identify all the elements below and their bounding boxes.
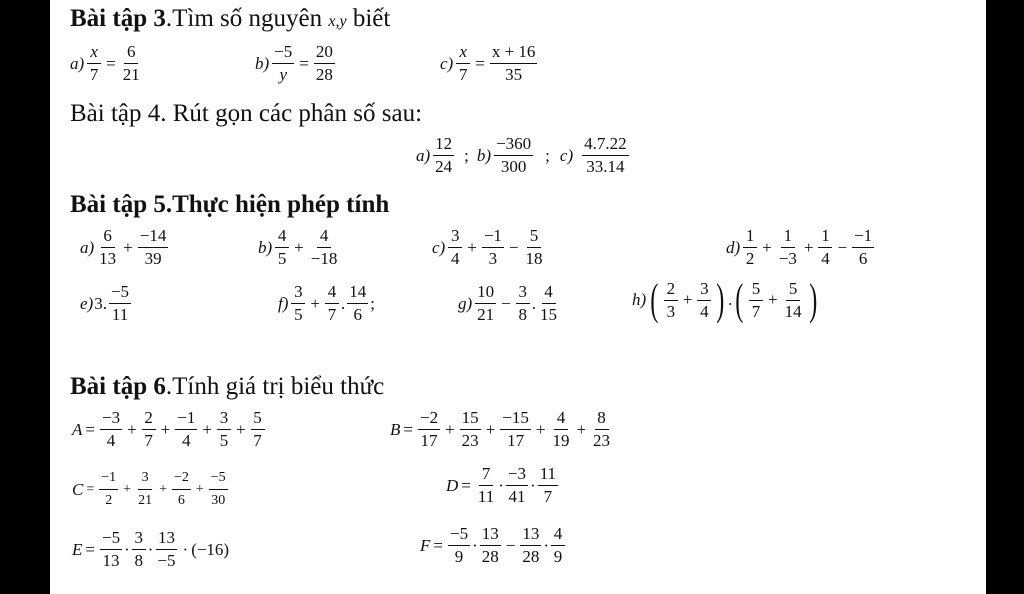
fraction: $\frac{6}{21}$ (122, 42, 140, 84)
expr-C: C = $\frac{-1}{2}$ + $\frac{3}{21}$ + $\frac{-2}{6}$ + $\frac{-5}{30}$ (72, 470, 226, 508)
ex5-e: e) 3. $\frac{-5}{11}$ (80, 282, 130, 324)
ex4-heading: Bài tập 4. Rút gọn các phân số sau: (70, 100, 423, 127)
ex3-heading-vars: x,y (328, 13, 347, 30)
ex3-a-label: a) (70, 53, 85, 73)
ex5-d: d) $\frac{1}{2}$ + $\frac{1}{-3}$ + $\frac{1}{4}$ − $\frac{-1}{6}$ (726, 226, 873, 268)
ex5-g: g) $\frac{10}{21}$ − $\frac{3}{8}$ . $\frac{4}{15}$ (458, 282, 558, 324)
paren-open: ( (735, 275, 744, 324)
fraction: $\frac{-5}{y}$ (274, 42, 293, 84)
paren-open: ( (650, 275, 659, 324)
expr-E: E = $\frac{-5}{13}$ · $\frac{3}{8}$ · $\frac{13}{-5}$ · (−16) (72, 528, 230, 570)
fraction: $\frac{20}{28}$ (315, 42, 333, 84)
ex3-c: c) $\frac{x}{7}$ = $\frac{x + 16}{35}$ (440, 42, 536, 84)
paren-close: ) (716, 275, 725, 324)
ex5-a: a) $\frac{6}{13}$ + $\frac{-14}{39}$ (80, 226, 167, 268)
ex3-b-label: b) (255, 53, 270, 73)
ex6-heading: Bài tập 6.Tính giá trị biểu thức (70, 373, 385, 400)
paren-close: ) (808, 275, 817, 324)
ex5-f: f) $\frac{3}{5}$ + $\frac{4}{7}$ . $\frac{14}{6}$ ; (278, 282, 375, 324)
expr-F: F = $\frac{-5}{9}$ · $\frac{13}{28}$ − $\frac{13}{28}$ · $\frac{4}{9}$ (420, 524, 567, 567)
fraction: $\frac{x}{7}$ (456, 42, 470, 85)
ex3-heading-bold: Bài tập 3 (70, 5, 166, 32)
ex5-b: b) $\frac{4}{5}$ + $\frac{4}{-18}$ (258, 226, 338, 268)
expr-A: A = $\frac{-3}{4}$ + $\frac{2}{7}$ + $\frac{-1}{4}$ + $\frac{3}{5}$ + $\frac{5}{7}$ (72, 408, 267, 451)
fraction: $\frac{x + 16}{35}$ (491, 42, 536, 84)
ex4-items: a) $\frac{12}{24}$ ; b) $\frac{-360}{300}$ ; c) $\frac{4.7.22}{33.14}$ (416, 134, 627, 176)
ex5-c: c) $\frac{3}{4}$ + $\frac{-1}{3}$ − $\frac{5}{18}$ (432, 226, 543, 268)
expr-D: D = $\frac{7}{11}$ · $\frac{-3}{41}$ · $\frac{11}{7}$ (446, 464, 557, 506)
ex5-heading: Bài tập 5.Thực hiện phép tính (70, 191, 390, 218)
document-page (50, 0, 986, 594)
fraction: $\frac{-360}{300}$ (496, 134, 532, 176)
expr-B: B = $\frac{-2}{17}$ + $\frac{15}{23}$ + $\frac{-15}{17}$ + $\frac{4}{19}$ + $\frac{8}{23}$ (390, 408, 611, 450)
ex3-b: b) $\frac{-5}{y}$ = $\frac{20}{28}$ (255, 42, 333, 84)
ex3-heading-end: biết (352, 5, 391, 32)
ex5-h: h) ( $\frac{2}{3}$ + $\frac{3}{4}$ ) . ( $\frac{5}{7}$ + $\frac{5}{14}$ ) (632, 275, 817, 324)
fraction: $\frac{4.7.22}{33.14}$ (584, 134, 627, 176)
fraction: $\frac{12}{24}$ (435, 134, 453, 176)
fraction: $\frac{x}{7}$ (87, 42, 101, 85)
ex3-heading (70, 4, 390, 37)
ex3-c-label: c) (440, 53, 454, 73)
ex3-a: a) $\frac{x}{7}$ = $\frac{6}{21}$ (70, 42, 140, 84)
ex3-heading-text: .Tìm số nguyên (165, 5, 323, 32)
